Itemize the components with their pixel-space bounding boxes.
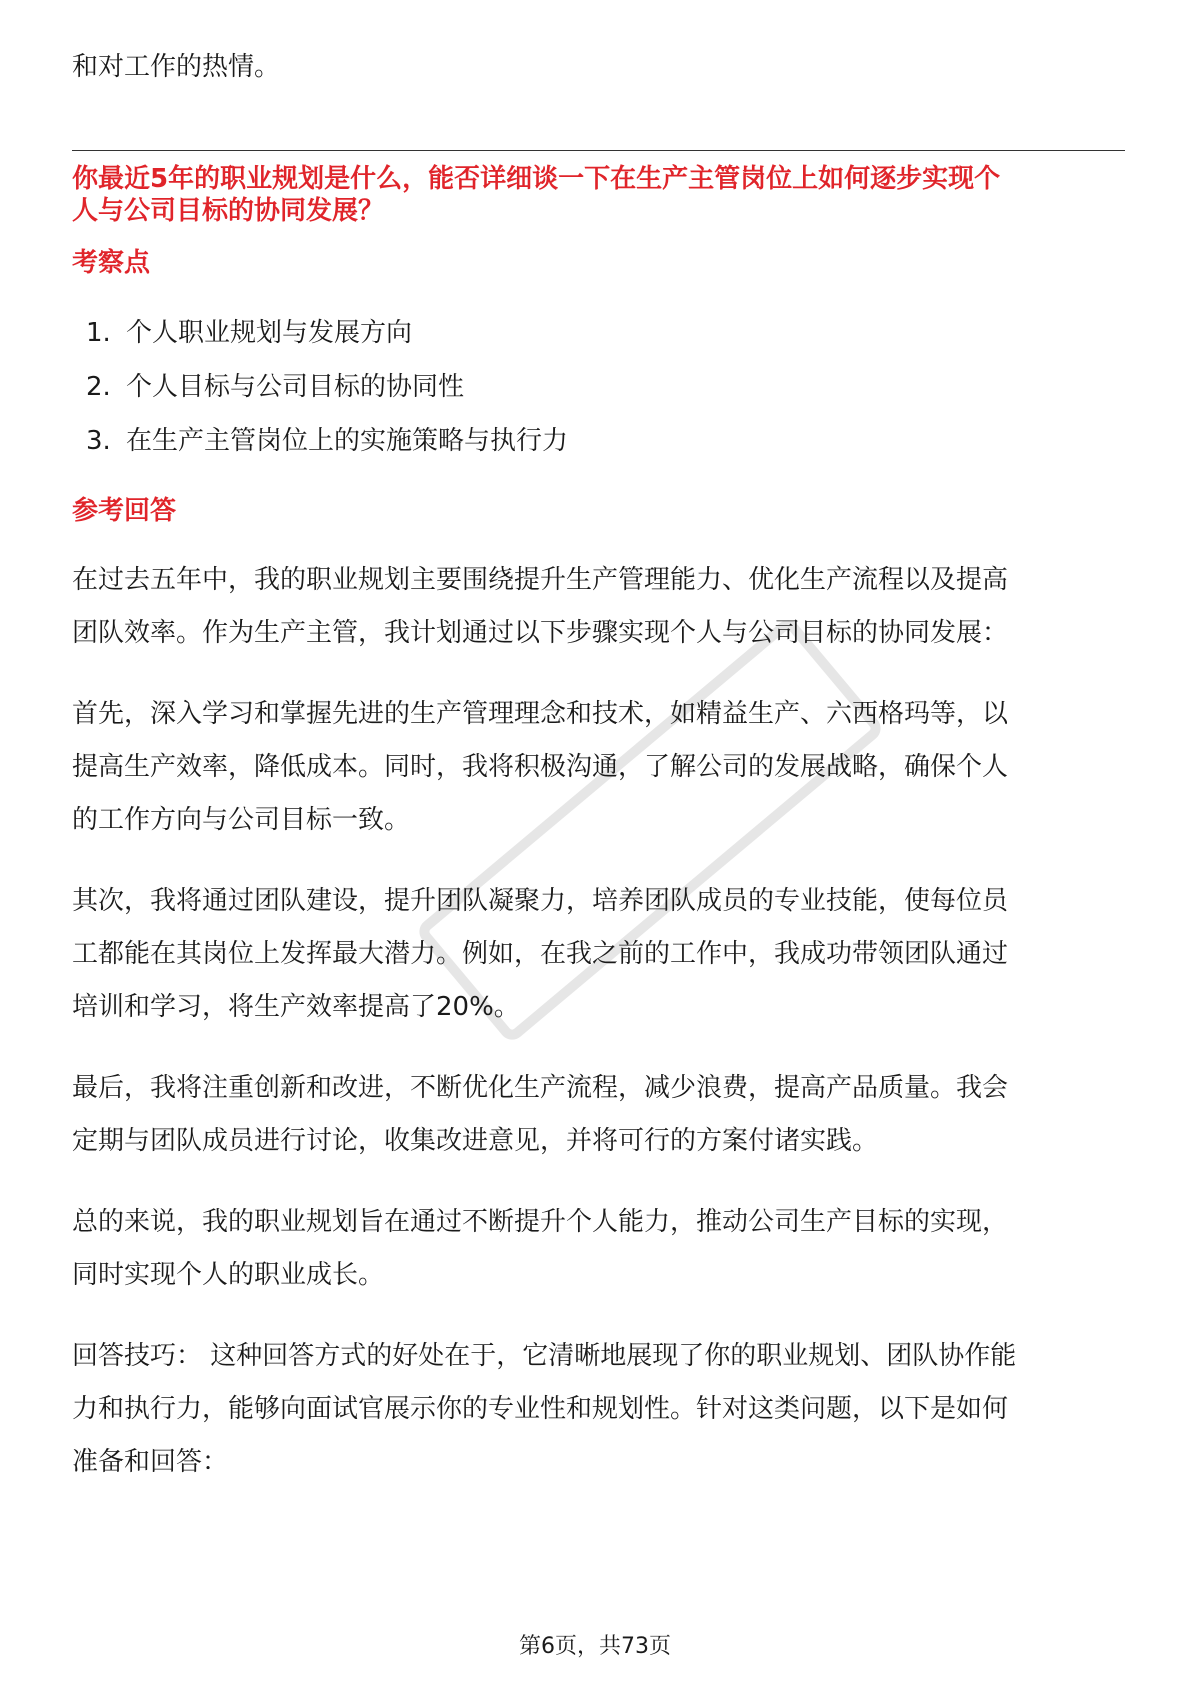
answer-line: 工都能在其岗位上发挥最大潜力。例如，在我之前的工作中，我成功带领团队通过 [72, 939, 1009, 969]
question-line-2: 人与公司目标的协同发展？ [72, 196, 385, 226]
answer-line: 培训和学习，将生产效率提高了20%。 [72, 992, 520, 1022]
item-text: 个人职业规划与发展方向 [126, 318, 413, 348]
answer-line: 的工作方向与公司目标一致。 [72, 805, 411, 835]
question-line-1: 你最近5年的职业规划是什么，能否详细谈一下在生产主管岗位上如何逐步实现个 [72, 164, 1001, 194]
item-number: 2. [86, 372, 111, 402]
item-text: 个人目标与公司目标的协同性 [126, 372, 465, 402]
answer-line: 总的来说，我的职业规划旨在通过不断提升个人能力，推动公司生产目标的实现， [72, 1207, 1009, 1237]
answer-line: 同时实现个人的职业成长。 [72, 1260, 385, 1290]
section-divider [72, 150, 1125, 151]
assessment-item [86, 318, 412, 348]
answer-line: 提高生产效率，降低成本。同时，我将积极沟通，了解公司的发展战略，确保个人 [72, 752, 1009, 782]
page-number: 第6页，共73页 [519, 1634, 671, 1659]
assessment-item [86, 426, 568, 456]
item-number: 1. [86, 318, 111, 348]
answer-line: 团队效率。作为生产主管，我计划通过以下步骤实现个人与公司目标的协同发展： [72, 618, 1009, 648]
assessment-item [86, 372, 464, 402]
answer-line: 在过去五年中，我的职业规划主要围绕提升生产管理能力、优化生产流程以及提高 [72, 565, 1009, 595]
assessment-heading: 考察点 [72, 248, 151, 278]
item-text: 在生产主管岗位上的实施策略与执行力 [126, 426, 569, 456]
answer-line: 其次，我将通过团队建设，提升团队凝聚力，培养团队成员的专业技能，使每位员 [72, 886, 1009, 916]
carryover-text: 和对工作的热情。 [72, 52, 281, 82]
answer-line: 力和执行力，能够向面试官展示你的专业性和规划性。针对这类问题，以下是如何 [72, 1394, 1009, 1424]
item-number: 3. [86, 426, 111, 456]
answer-line: 首先，深入学习和掌握先进的生产管理理念和技术，如精益生产、六西格玛等，以 [72, 699, 1009, 729]
answer-line: 定期与团队成员进行讨论，收集改进意见，并将可行的方案付诸实践。 [72, 1126, 879, 1156]
answer-line: 准备和回答： [72, 1447, 229, 1477]
answer-line: 回答技巧： 这种回答方式的好处在于，它清晰地展现了你的职业规划、团队协作能 [72, 1341, 1017, 1371]
answer-line: 最后，我将注重创新和改进，不断优化生产流程，减少浪费，提高产品质量。我会 [72, 1073, 1009, 1103]
answer-heading: 参考回答 [72, 496, 177, 526]
